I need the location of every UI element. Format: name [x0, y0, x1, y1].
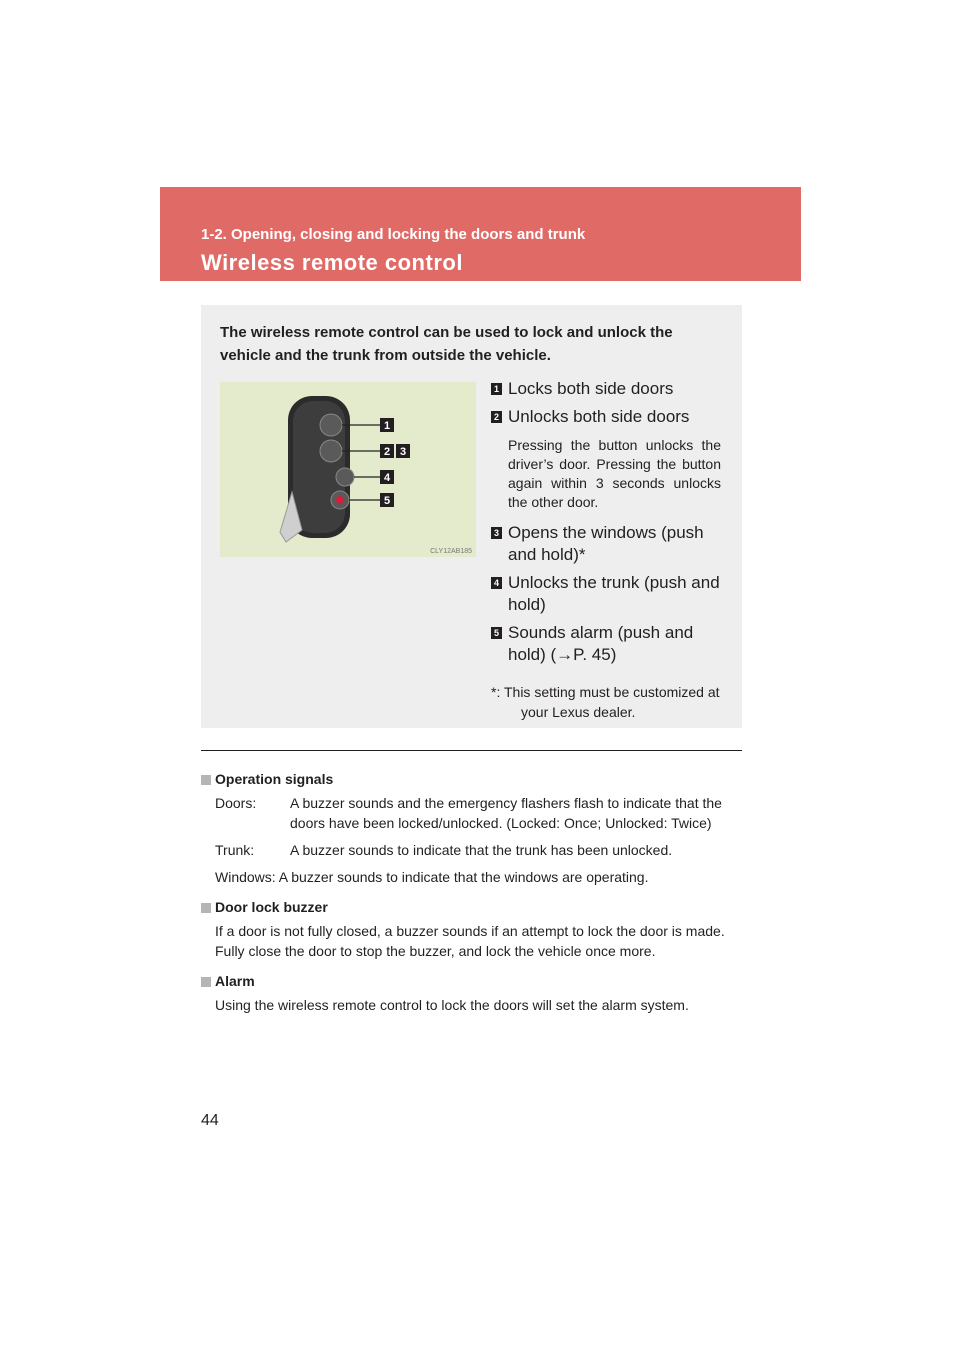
button-list	[491, 378, 721, 722]
note-title-text: Alarm	[215, 973, 255, 989]
note-title-text: Door lock buzzer	[215, 899, 328, 915]
item-number: 4	[491, 577, 502, 589]
callout-3: 3	[399, 446, 407, 458]
signal-label: Doors:	[215, 795, 257, 811]
item-text: Sounds alarm (push and hold) (→P. 45)	[508, 623, 694, 664]
intro-text: The wireless remote control can be used to lock and unlock the vehicle and the trunk from outside the vehicle.	[220, 324, 673, 364]
note-title-text: Operation signals	[215, 771, 334, 787]
item-text: Unlocks both side doors	[508, 407, 690, 426]
figure-code: CLY12AB185	[430, 548, 472, 555]
list-item	[491, 622, 721, 666]
list-item	[491, 406, 721, 512]
signal-text: A buzzer sounds to indicate that the trunk has been unlocked.	[290, 842, 673, 858]
list-item	[491, 572, 721, 616]
square-bullet-icon	[201, 977, 211, 987]
item-number: 2	[491, 411, 502, 423]
note-title	[201, 971, 741, 991]
note-title	[201, 769, 741, 789]
callout-4: 4	[383, 472, 391, 484]
item-text: Unlocks the trunk (push and hold)	[508, 573, 720, 614]
list-item	[491, 378, 721, 400]
remote-key-illustration	[220, 382, 476, 557]
square-bullet-icon	[201, 903, 211, 913]
item-text: Locks both side doors	[508, 379, 674, 398]
item-number: 1	[491, 383, 502, 395]
callout-1: 1	[383, 420, 391, 432]
divider	[201, 750, 742, 751]
signal-row	[215, 840, 741, 860]
signal-label: Trunk:	[215, 842, 255, 858]
note-body: If a door is not fully closed, a buzzer sounds if an attempt to lock the door is made. Fully close the door to stop the buzzer, and lock the vehicle once more.	[215, 923, 725, 959]
callout-5: 5	[383, 495, 391, 507]
remote-key-photo	[220, 382, 476, 557]
item-number: 5	[491, 627, 502, 639]
item-text: Opens the windows (push and hold)*	[508, 523, 704, 564]
note-title	[201, 897, 741, 917]
list-item	[491, 522, 721, 566]
item-note: Pressing the button unlocks the driver’s door. Pressing the button again within 3 seconds unlocks the other door.	[508, 437, 721, 510]
square-bullet-icon	[201, 775, 211, 785]
note-body	[215, 793, 741, 887]
item-number: 3	[491, 527, 502, 539]
note-body: Using the wireless remote control to lock the doors will set the alarm system.	[215, 997, 689, 1013]
page-title: Wireless remote control	[201, 250, 463, 275]
footnote: *: This setting must be customized at your Lexus dealer.	[491, 684, 720, 720]
section-label: 1-2. Opening, closing and locking the doors and trunk	[201, 226, 586, 243]
notes-section	[201, 769, 741, 1025]
signal-text: Windows: A buzzer sounds to indicate that the windows are operating.	[215, 869, 649, 885]
page-number: 44	[201, 1112, 219, 1129]
signal-text: A buzzer sounds and the emergency flashers flash to indicate that the doors have been locked/unlocked. (Locked: Once; Unlocked: Twice)	[290, 795, 722, 831]
callout-2: 2	[383, 446, 391, 458]
signal-row	[215, 793, 741, 833]
